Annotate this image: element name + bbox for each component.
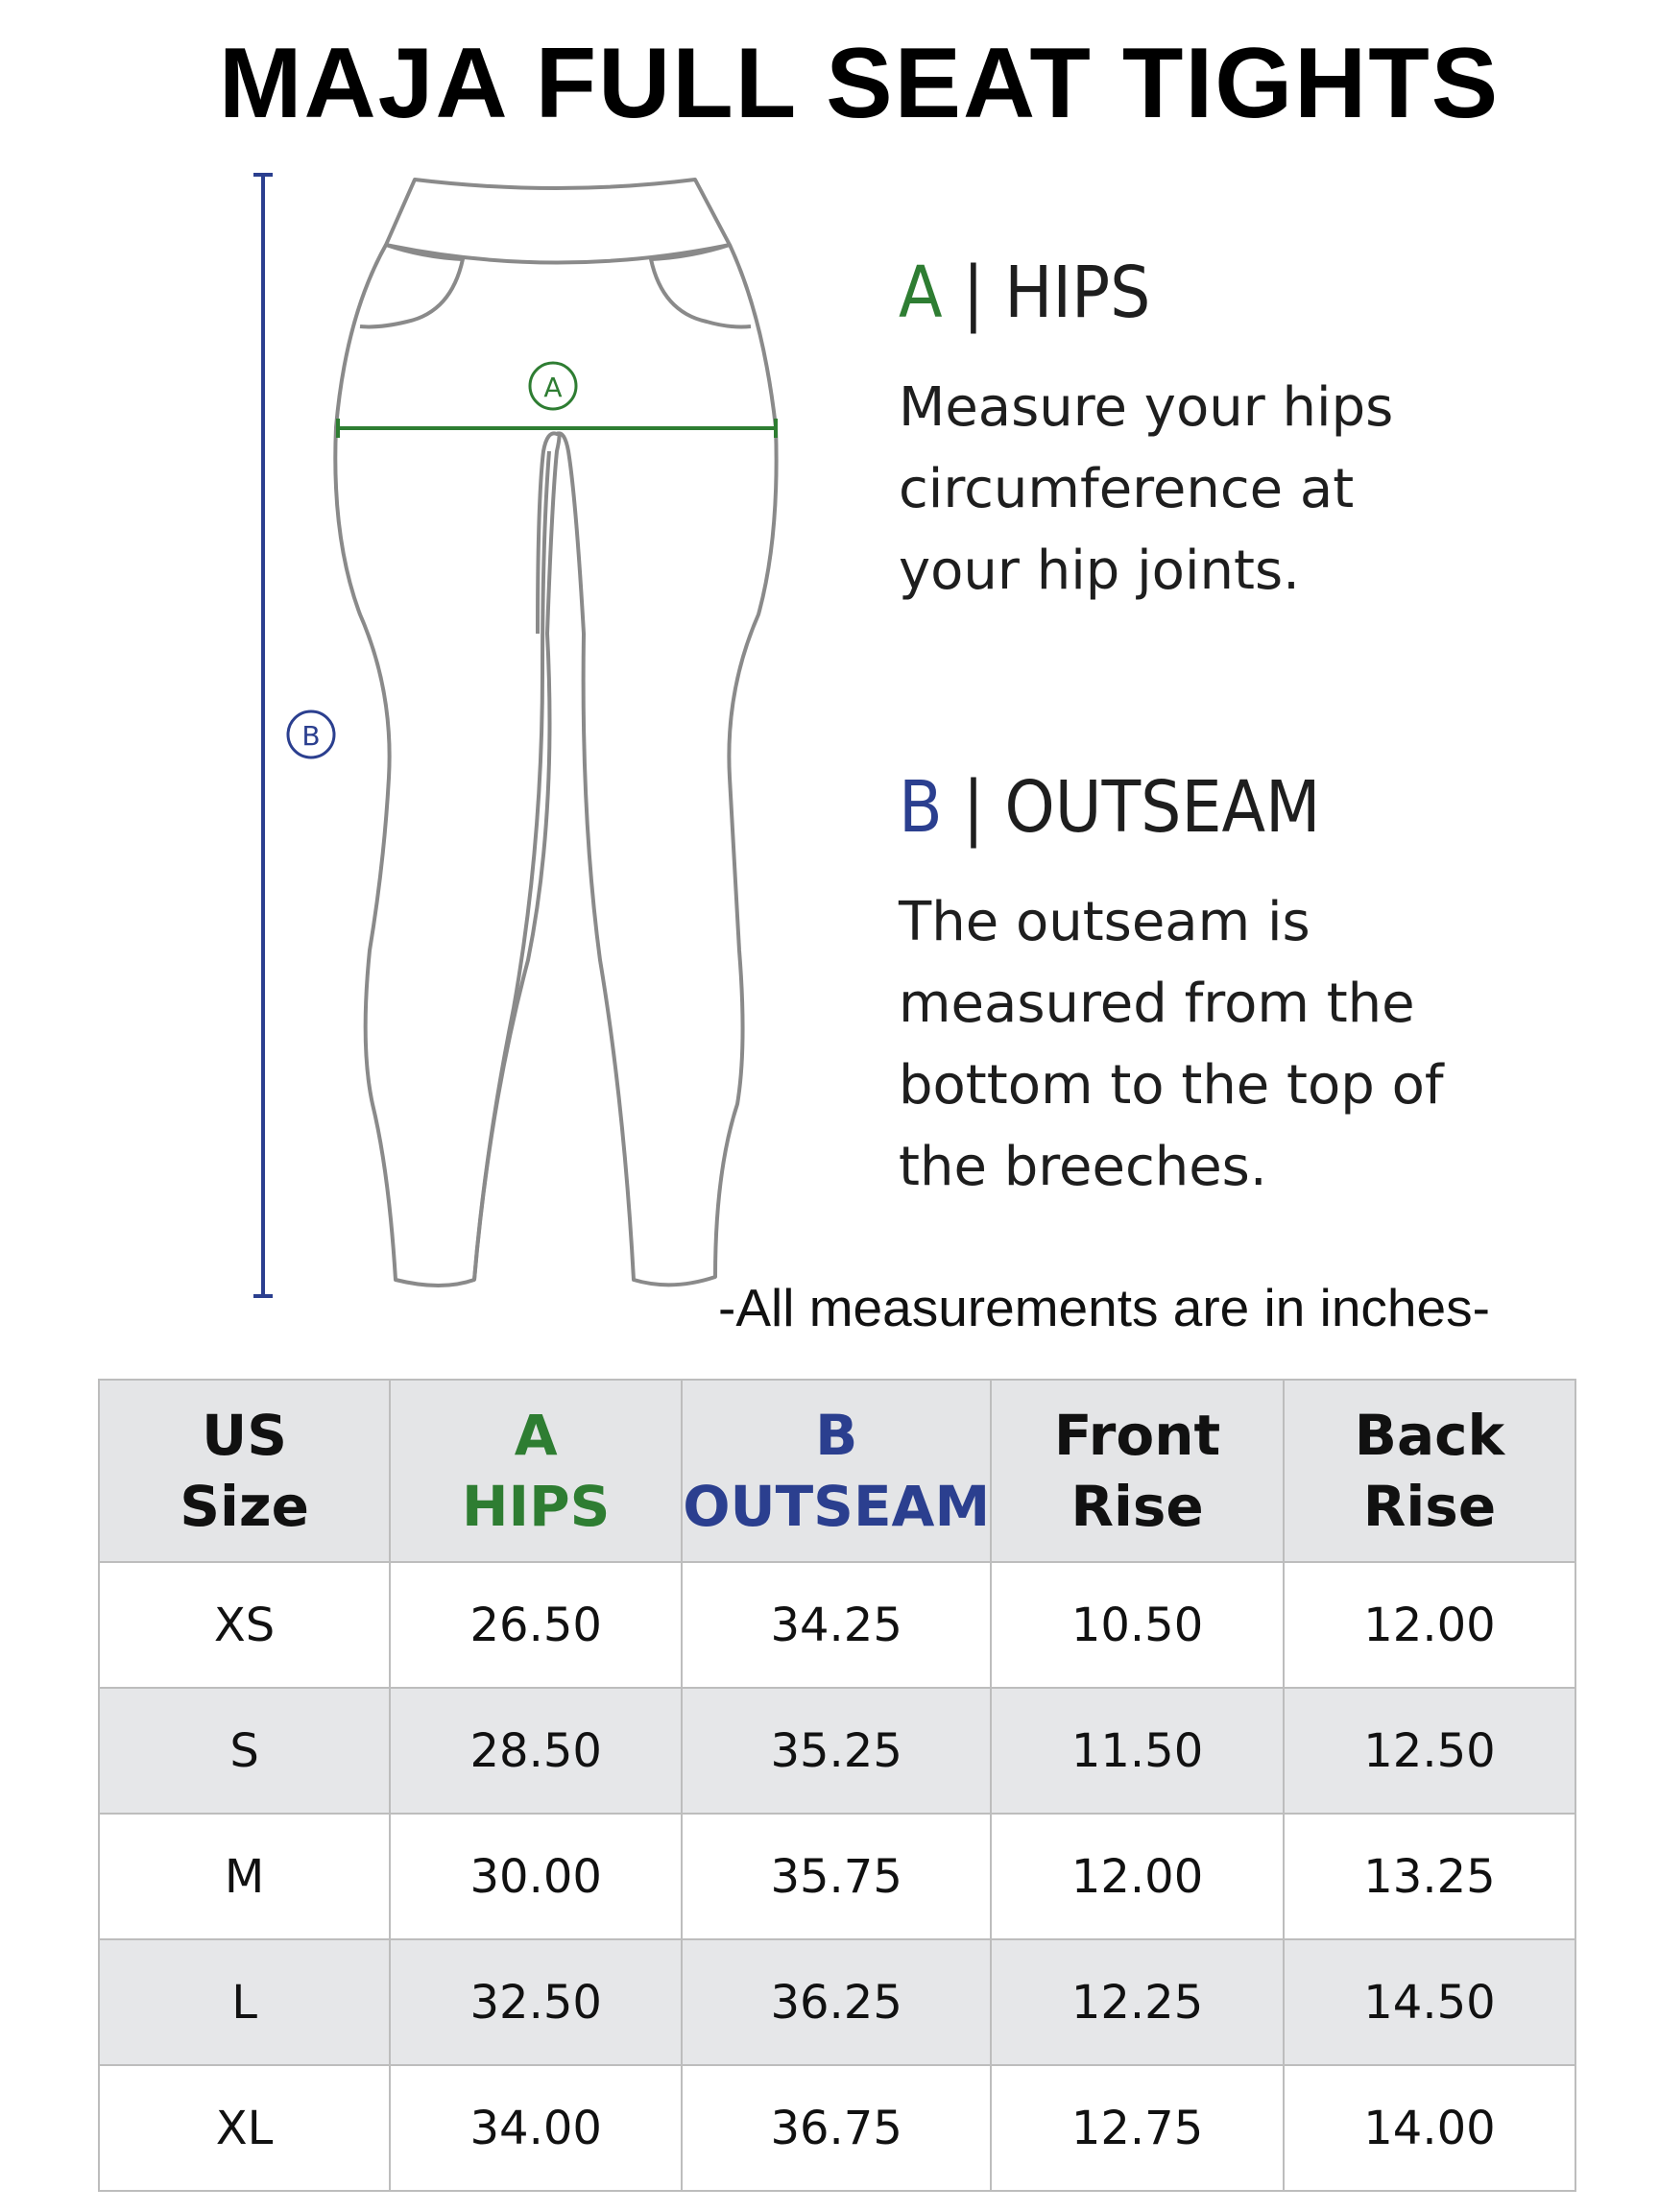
outseam-cell: 36.75	[682, 2065, 991, 2191]
outseam-cell: 35.25	[682, 1688, 991, 1814]
back-rise-cell: 14.50	[1284, 1939, 1575, 2065]
outseam-desc-line: The outseam is	[899, 891, 1310, 953]
front-rise-cell: 12.25	[991, 1939, 1284, 2065]
front-rise-cell: 11.50	[991, 1688, 1284, 1814]
header-hips: A HIPS	[390, 1380, 682, 1562]
hips-desc-line: Measure your hips	[899, 376, 1394, 439]
hips-cell: 26.50	[390, 1562, 682, 1688]
hips-desc-line: your hip joints.	[899, 540, 1300, 602]
front-rise-cell: 10.50	[991, 1562, 1284, 1688]
table-row	[99, 1939, 1575, 2065]
hips-cell: 34.00	[390, 2065, 682, 2191]
size-chart-table	[98, 1379, 1576, 2192]
marker-a-label: A	[543, 372, 563, 403]
back-rise-cell: 12.50	[1284, 1688, 1575, 1814]
table-row	[99, 2065, 1575, 2191]
back-rise-cell: 12.00	[1284, 1562, 1575, 1688]
hips-cell: 32.50	[390, 1939, 682, 2065]
table-row	[99, 1814, 1575, 1939]
outseam-cell: 35.75	[682, 1814, 991, 1939]
back-rise-cell: 13.25	[1284, 1814, 1575, 1939]
marker-b-label: B	[301, 720, 321, 752]
outseam-description	[899, 881, 1444, 1208]
size-cell: XS	[99, 1562, 390, 1688]
size-cell: S	[99, 1688, 390, 1814]
outseam-desc-line: the breeches.	[899, 1136, 1267, 1198]
table-row	[99, 1688, 1575, 1814]
hips-heading: A | HIPS	[899, 252, 1151, 334]
header-us-size: US Size	[99, 1380, 390, 1562]
table-header-row	[99, 1380, 1575, 1562]
outseam-desc-line: bottom to the top of	[899, 1054, 1444, 1117]
header-outseam: B OUTSEAM	[682, 1380, 991, 1562]
hips-desc-line: circumference at	[899, 458, 1355, 520]
back-rise-cell: 14.00	[1284, 2065, 1575, 2191]
front-rise-cell: 12.00	[991, 1814, 1284, 1939]
size-cell: XL	[99, 2065, 390, 2191]
header-front-rise: Front Rise	[991, 1380, 1284, 1562]
hips-heading-letter: A	[899, 252, 943, 334]
outseam-heading-letter: B	[899, 766, 943, 849]
page-title: MAJA FULL SEAT TIGHTS	[218, 28, 1501, 139]
size-cell: L	[99, 1939, 390, 2065]
outseam-heading: B | OUTSEAM	[899, 766, 1321, 849]
front-rise-cell: 12.75	[991, 2065, 1284, 2191]
hips-cell: 28.50	[390, 1688, 682, 1814]
outseam-desc-line: measured from the	[899, 973, 1415, 1035]
hips-heading-label: HIPS	[1004, 252, 1151, 334]
hips-cell: 30.00	[390, 1814, 682, 1939]
table-row	[99, 1562, 1575, 1688]
tights-outline	[335, 180, 776, 1286]
measurement-note: -All measurements are in inches-	[718, 1278, 1490, 1337]
hips-description	[899, 367, 1393, 612]
outseam-measure-line	[253, 175, 273, 1296]
size-cell: M	[99, 1814, 390, 1939]
outseam-cell: 36.25	[682, 1939, 991, 2065]
outseam-heading-label: OUTSEAM	[1004, 766, 1321, 849]
outseam-cell: 34.25	[682, 1562, 991, 1688]
header-back-rise: Back Rise	[1284, 1380, 1575, 1562]
